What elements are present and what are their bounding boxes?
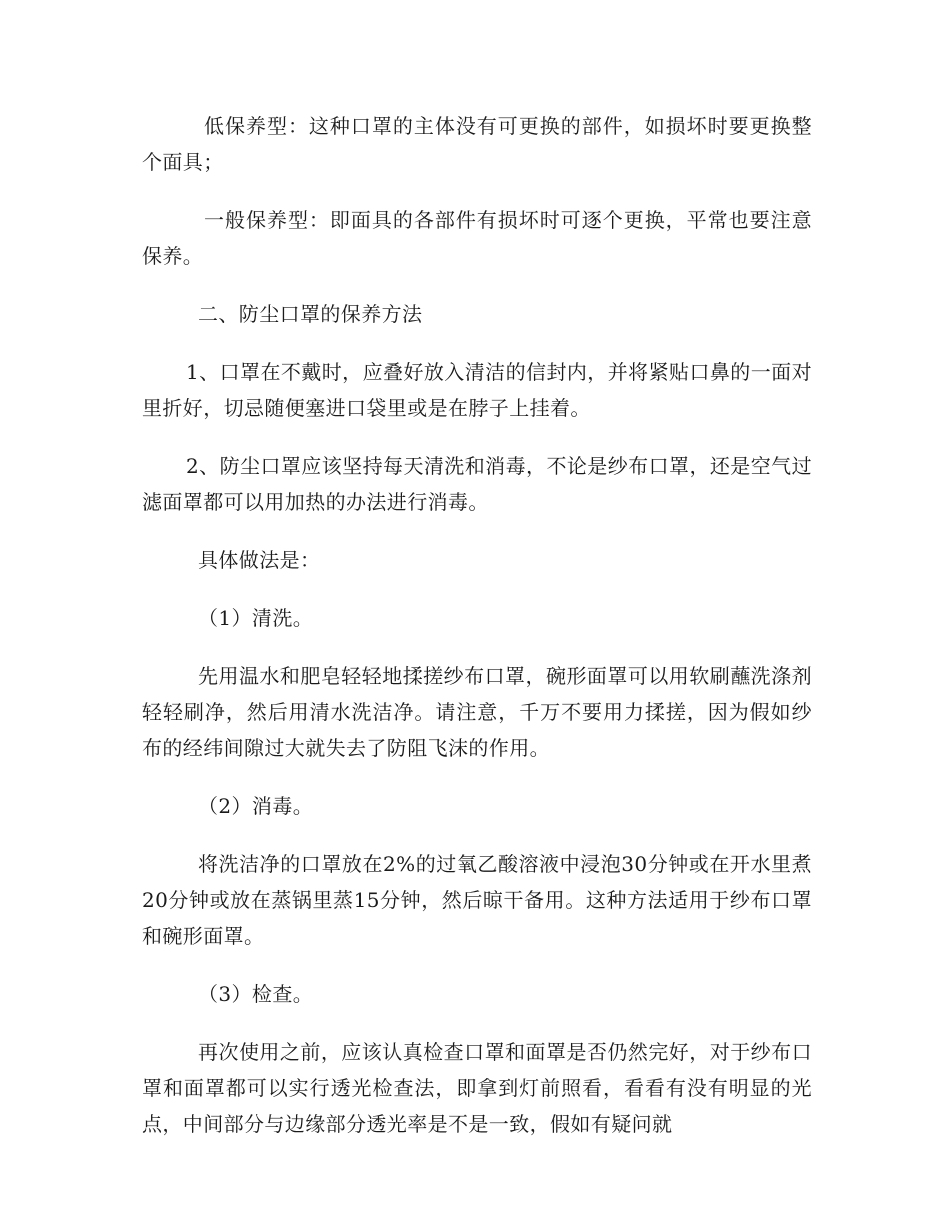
paragraph-item-2: 2、防尘口罩应该坚持每天清洗和消毒，不论是纱布口罩，还是空气过滤面罩都可以用加热的办法进行消毒。 <box>142 454 812 514</box>
paragraph-item-1: 1、口罩在不戴时，应叠好放入清洁的信封内，并将紧贴口鼻的一面对里折好，切忌随便塞进口袋里或是在脖子上挂着。 <box>142 360 812 420</box>
subheading-cleaning: （1）清洗。 <box>198 606 314 630</box>
subheading-inspection: （3）检查。 <box>198 982 314 1006</box>
section-heading-maintenance-methods: 二、防尘口罩的保养方法 <box>198 302 423 326</box>
paragraph-low-maintenance: 低保养型：这种口罩的主体没有可更换的部件，如损坏时要更换整个面具； <box>142 114 812 174</box>
paragraph-method-intro: 具体做法是： <box>198 548 321 572</box>
paragraph-inspection: 再次使用之前，应该认真检查口罩和面罩是否仍然完好，对于纱布口罩和面罩都可以实行透光检查法，即拿到灯前照看，看看有没有明显的光点，中间部分与边缘部分透光率是不是一致，假如有疑问就 <box>142 1040 812 1136</box>
document-body <box>142 108 812 1164</box>
paragraph-disinfection: 将洗洁净的口罩放在2%的过氧乙酸溶液中浸泡30分钟或在开水里煮20分钟或放在蒸锅里蒸15分钟，然后晾干备用。这种方法适用于纱布口罩和碗形面罩。 <box>142 852 812 948</box>
paragraph-cleaning: 先用温水和肥皂轻轻地揉搓纱布口罩，碗形面罩可以用软刷蘸洗涤剂轻轻刷净，然后用清水洗洁净。请注意，千万不要用力揉搓，因为假如纱布的经纬间隙过大就失去了防阻飞沫的作用。 <box>142 664 812 760</box>
paragraph-general-maintenance: 一般保养型：即面具的各部件有损坏时可逐个更换，平常也要注意保养。 <box>142 208 812 268</box>
subheading-disinfection: （2）消毒。 <box>198 794 314 818</box>
